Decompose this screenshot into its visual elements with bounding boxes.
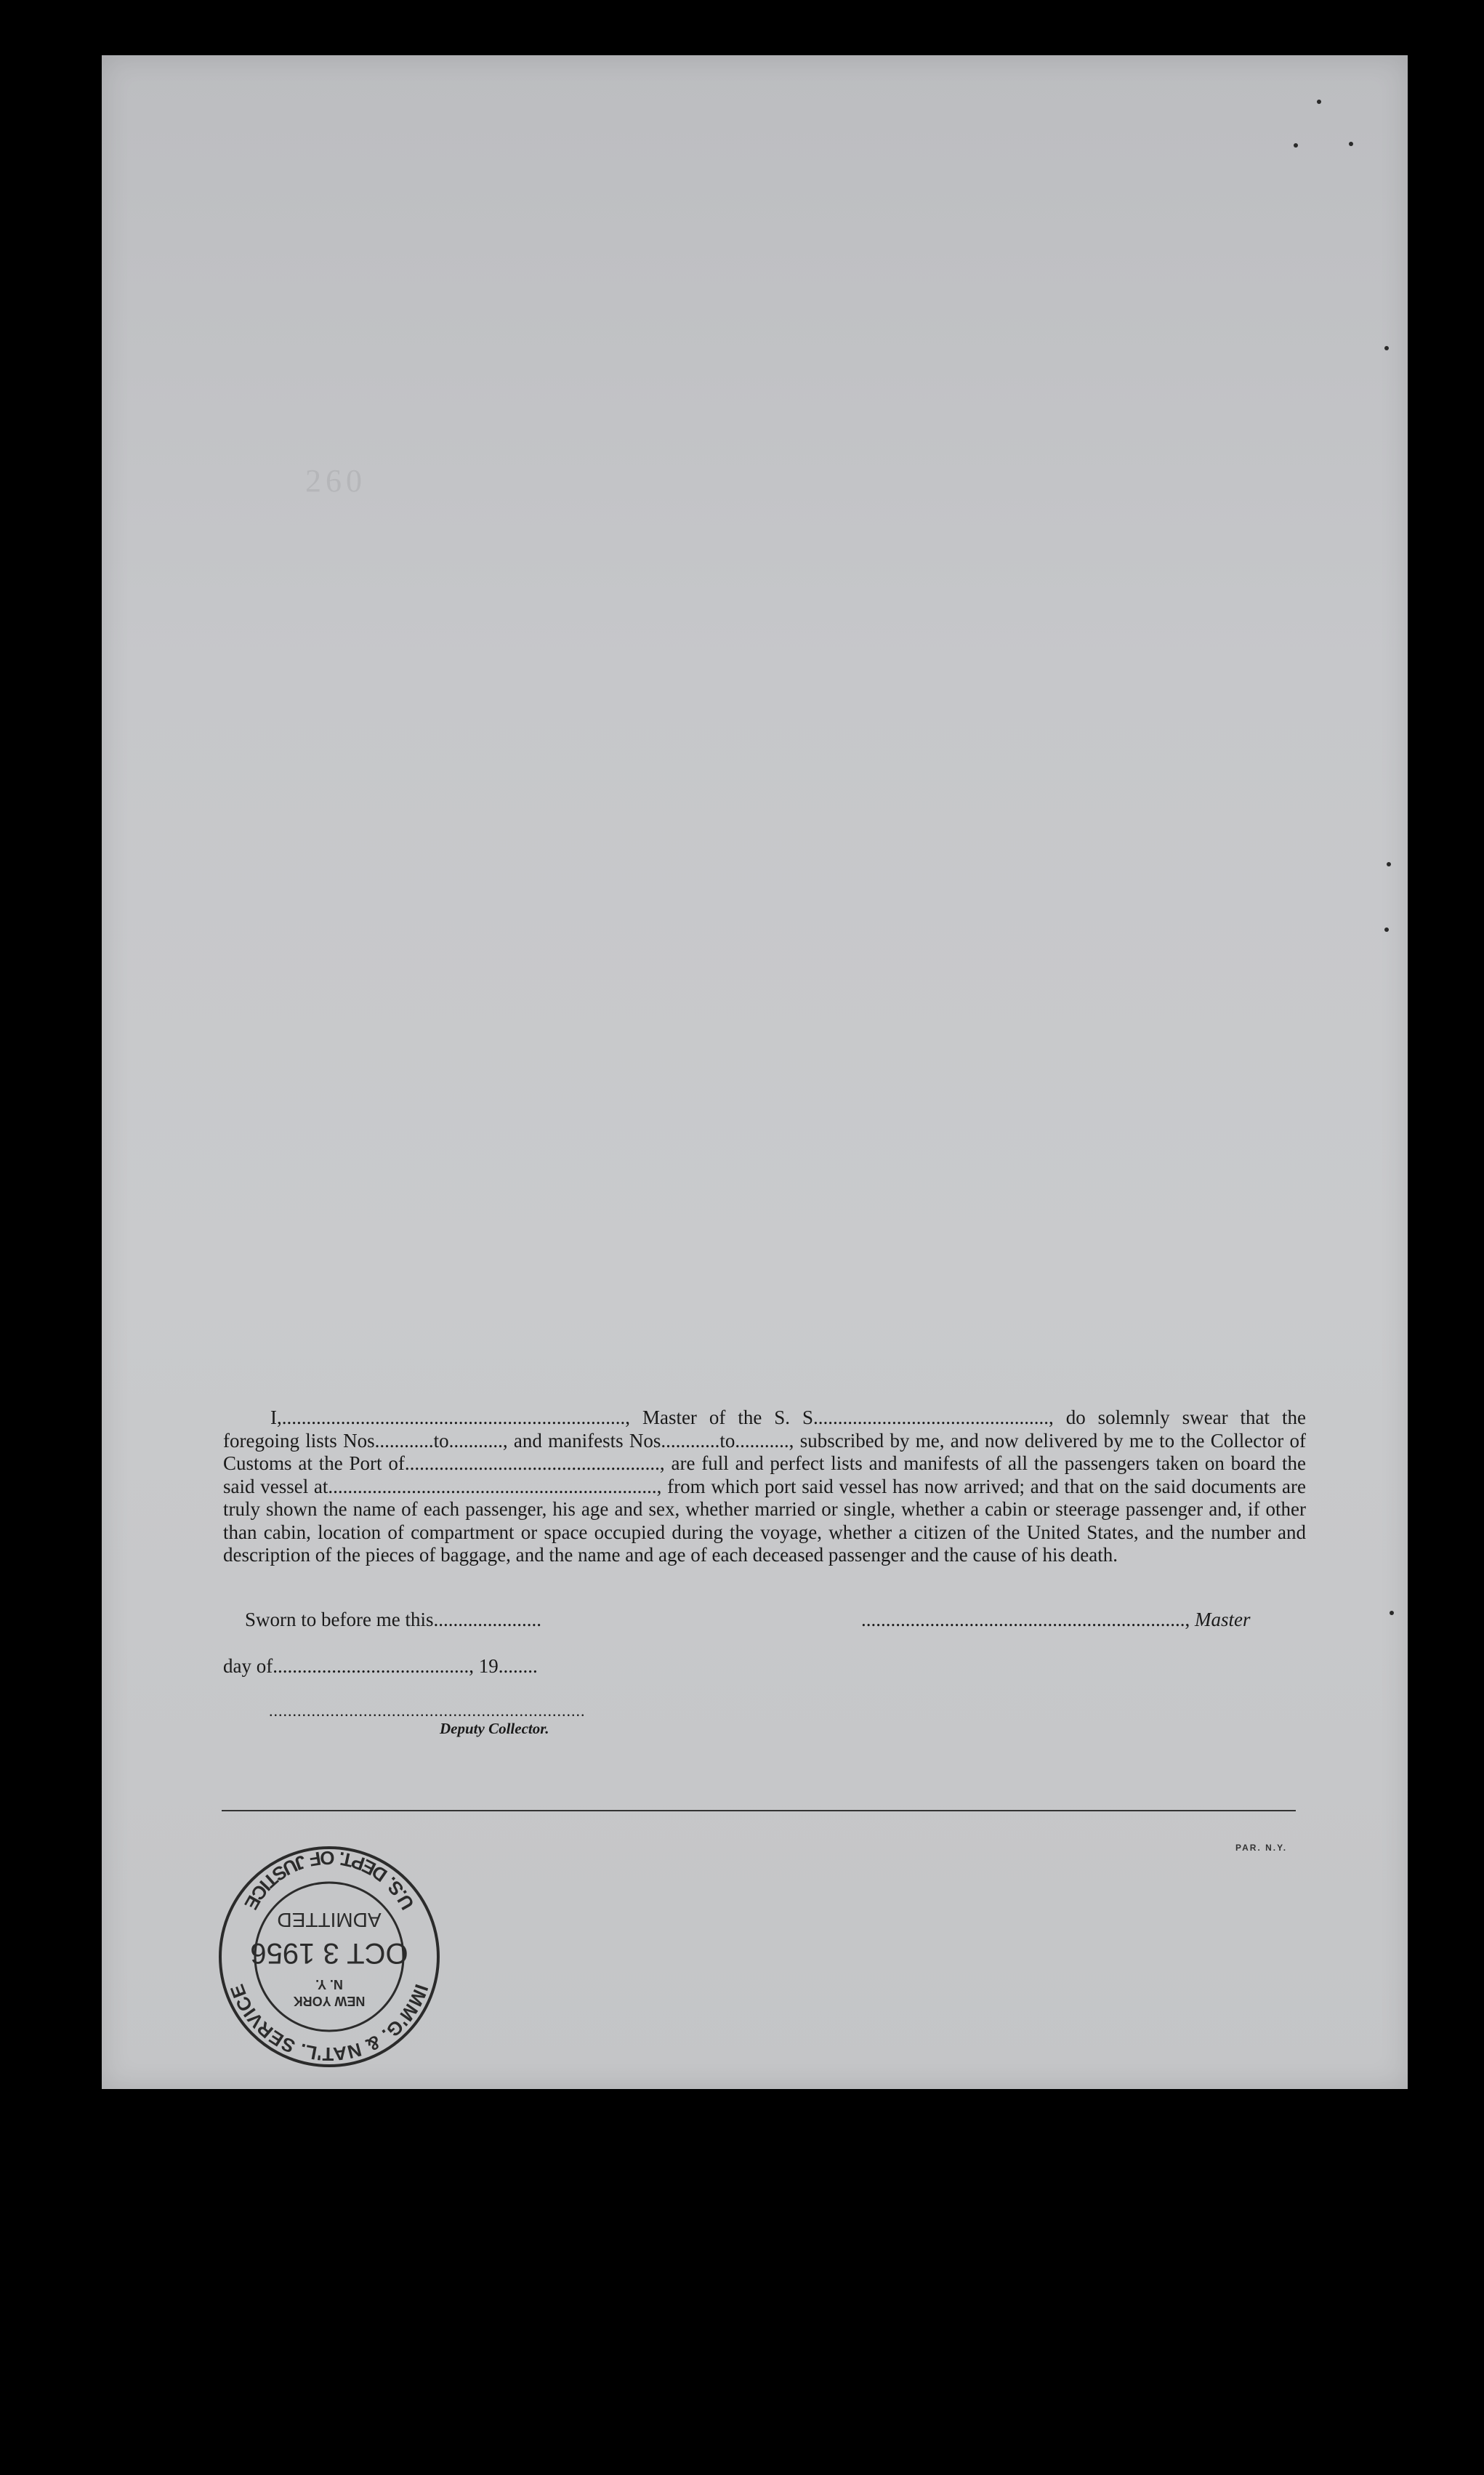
stamp-status: ADMITTED — [277, 1909, 382, 1931]
speck — [1384, 927, 1389, 932]
stamp-state: N. Y. — [315, 1977, 343, 1992]
speck — [1317, 100, 1321, 104]
speck — [1387, 862, 1391, 866]
speck — [1384, 346, 1389, 350]
speck — [1349, 142, 1353, 146]
master-oath-paragraph — [223, 1406, 1306, 1567]
day-of-line: day of........................................, 19........ — [223, 1655, 538, 1677]
deputy-signature-line: ................................................................... — [269, 1702, 586, 1720]
admitted-stamp — [213, 1840, 445, 2073]
speck — [1294, 143, 1298, 148]
document-sheet — [102, 55, 1408, 2089]
printer-mark: PAR. N.Y. — [1235, 1843, 1288, 1853]
master-signature-line — [861, 1609, 1251, 1631]
oath-text: I,......................................................................, Master of the S. S................................................, do solemnly swear that the foregoing lists Nos............to..........., and manifests Nos............to..........., subscribed by me, and now delivered by me to the Collector of Customs at the Port of...................................................., are full and perfect lists and manifests of all the passengers taken on board the said vessel at..................................................................., from which port said vessel has now arrived; and that on the said documents are truly shown the name of each passenger, his age and sex, whether married or single, whether a cabin or steerage passenger and, if other than cabin, location of compartment or space occupied during the voyage, whether a citizen of the United States, and the number and description of the pieces of baggage, and the name and age of each deceased passenger and the cause of his death. — [223, 1406, 1306, 1566]
stamp-date: OCT 3 1956 — [250, 1937, 408, 1969]
stamp-top-arc: IMM'G. & NAT'L. SERVICE — [225, 1981, 433, 2066]
sworn-line: Sworn to before me this...................... — [245, 1609, 541, 1630]
stamp-city: NEW YORK — [293, 1994, 366, 2008]
speck — [1390, 1611, 1394, 1615]
faint-page-number: 260 — [305, 463, 366, 499]
deputy-collector-label: Deputy Collector. — [440, 1720, 549, 1737]
stamp-bottom-arc: U.S. DEPT. OF JUSTICE — [240, 1846, 419, 1914]
master-dots: .................................................................., — [861, 1609, 1190, 1630]
master-label: Master — [1195, 1609, 1251, 1630]
divider-rule — [222, 1810, 1296, 1811]
